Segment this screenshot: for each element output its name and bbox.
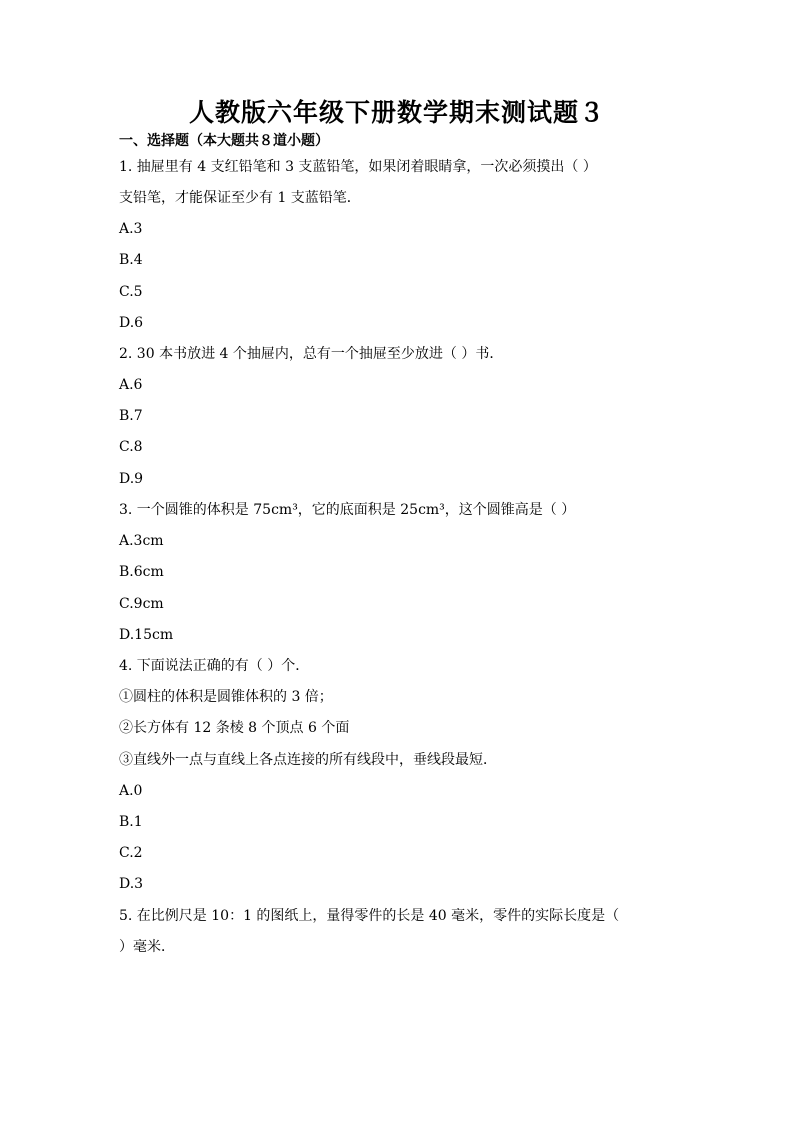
question-2-text: 2. 30 本书放进 4 个抽屉内，总有一个抽屉至少放进（ ）书． [119,346,504,362]
question-4-option-d: D.3 [119,876,144,892]
question-1-option-d: D.6 [119,315,144,331]
question-3-option-d: D.15cm [119,627,174,643]
question-1-option-b: B.4 [119,252,143,268]
question-4-option-b: B.1 [119,814,143,830]
section-heading: 一、选择题（本大题共８道小题） [119,133,329,149]
question-1-option-c: C.5 [119,284,143,300]
question-4-option-c: C.2 [119,845,143,861]
question-5-text-line-1: 5. 在比例尺是 10：1 的图纸上，量得零件的长是 40 毫米，零件的实际长度是（ [119,908,620,924]
question-1-text-line-2: 支铅笔，才能保证至少有 1 支蓝铅笔． [119,190,361,206]
page-title: 人教版六年级下册数学期末测试题３ [188,98,605,127]
question-4-statement-3: ③直线外一点与直线上各点连接的所有线段中，垂线段最短． [119,752,497,768]
question-2-option-d: D.9 [119,471,144,487]
question-3-option-b: B.6cm [119,564,164,580]
question-4-statement-1: ①圆柱的体积是圆锥体积的 3 倍； [119,689,333,705]
question-4-text: 4. 下面说法正确的有（ ）个． [119,658,310,674]
question-1-option-a: A.3 [119,221,143,237]
question-3-text: 3. 一个圆锥的体积是 75cm³，它的底面积是 25cm³，这个圆锥高是（ ） [119,502,576,518]
question-4-statement-2: ②长方体有 12 条棱 8 个顶点 6 个面 [119,720,350,736]
question-5-text-line-2: ）毫米． [119,939,175,955]
question-2-option-a: A.6 [119,377,143,393]
question-3-option-a: A.3cm [119,533,164,549]
question-4-option-a: A.0 [119,783,143,799]
question-1-text-line-1: 1. 抽屉里有 4 支红铅笔和 3 支蓝铅笔，如果闭着眼睛拿，一次必须摸出（ ） [119,159,597,175]
question-2-option-c: C.8 [119,439,143,455]
question-3-option-c: C.9cm [119,596,164,612]
question-2-option-b: B.7 [119,408,143,424]
